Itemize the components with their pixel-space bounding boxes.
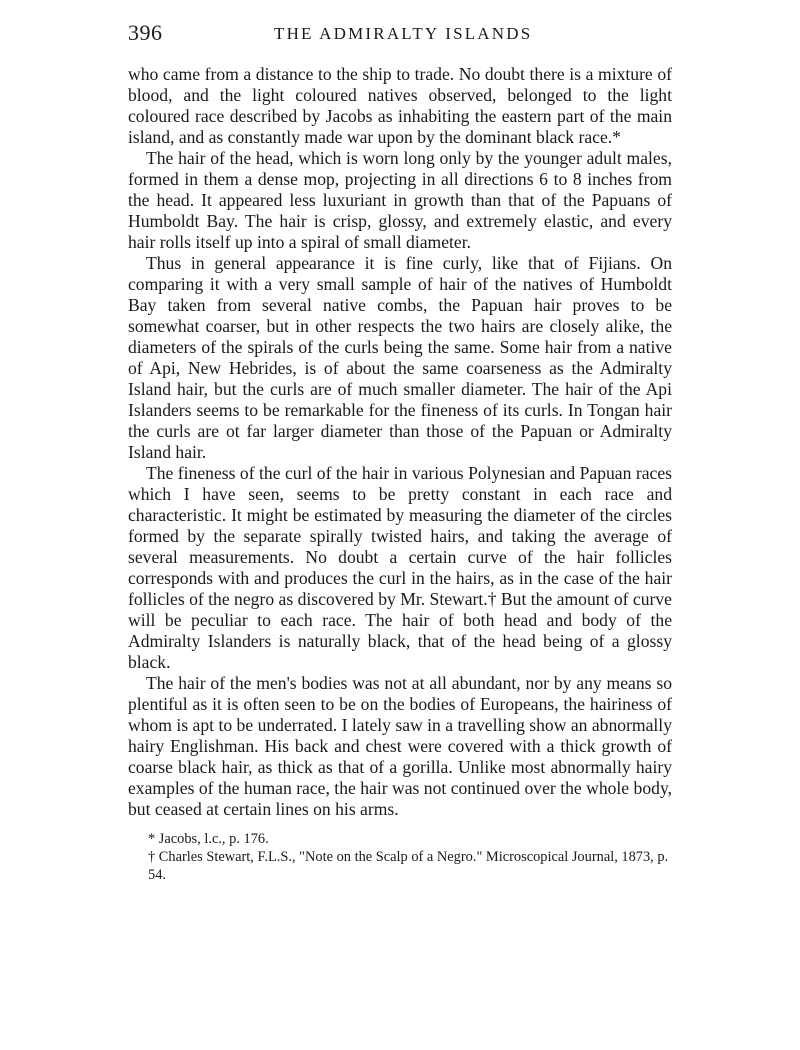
- running-title: THE ADMIRALTY ISLANDS: [274, 24, 533, 43]
- paragraph-body-hair: The hair of the men's bodies was not at all abundant, nor by any means so plentiful as it is often seen to be on the bodies of Europeans, the hairiness of whom is apt to be underrated. I lately saw in a travelling show an abnormally hairy Englishman. His back and chest were covered with a thick growth of coarse black hair, as thick as that of a gorilla. Unlike most abnormally hairy examples of the human race, the hair was not continued over the whole body, but ceased at certain lines on his arms.: [128, 673, 672, 819]
- paragraph-general-appearance: Thus in general appearance it is fine curly, like that of Fijians. On comparing it with a very small sample of hair of the natives of Humboldt Bay taken from several native combs, the Papuan hair proves to be somewhat coarser, but in other respects the two hairs are closely alike, the diameters of the spirals of the curls being the same. Some hair from a native of Api, New Hebrides, is of about the same coarseness as the Admiralty Island hair, but the curls are of much smaller diameter. The hair of the Api Islanders seems to be remarkable for the fineness of its curls. In Tongan hair the curls are ot far larger diameter than those of the Papuan or Admiralty Island hair.: [128, 253, 672, 462]
- paragraph-fineness-of-curl: The fineness of the curl of the hair in various Polynesian and Papuan races which I have seen, seems to be pretty constant in each race and characteristic. It might be estimated by measuring the diameter of the circles formed by the separate spirally twisted hairs, and taking the average of several measurements. No doubt a certain curve of the hair follicles corresponds with and produces the curl in the hairs, as in the case of the hair follicles of the negro as discovered by Mr. Stewart.† But the amount of curve will be peculiar to each race. The hair of both head and body of the Admiralty Islanders is naturally black, that of the head being of a glossy black.: [128, 463, 672, 672]
- page-header: [128, 20, 672, 50]
- page-number: 396: [128, 20, 163, 45]
- footnote-stewart: † Charles Stewart, F.L.S., "Note on the Scalp of a Negro." Microscopical Journal, 1873, p. 54.: [148, 849, 669, 883]
- footnote-jacobs: * Jacobs, l.c., p. 176.: [148, 831, 269, 847]
- body-text: [128, 64, 672, 820]
- footnotes: [128, 830, 672, 884]
- paragraph-continued: who came from a distance to the ship to trade. No doubt there is a mixture of blood, and the light coloured natives observed, belonged to the light coloured race described by Jacobs as inhabiting the eastern part of the main island, and as constantly made war upon by the dominant black race.*: [128, 64, 672, 147]
- book-page: [128, 20, 672, 884]
- paragraph-hair-of-head: The hair of the head, which is worn long only by the younger adult males, formed in them a dense mop, projecting in all directions 6 to 8 inches from the head. It appeared less luxuriant in growth than that of the Papuans of Humboldt Bay. The hair is crisp, glossy, and extremely elastic, and every hair rolls itself up into a spiral of small diameter.: [128, 148, 672, 252]
